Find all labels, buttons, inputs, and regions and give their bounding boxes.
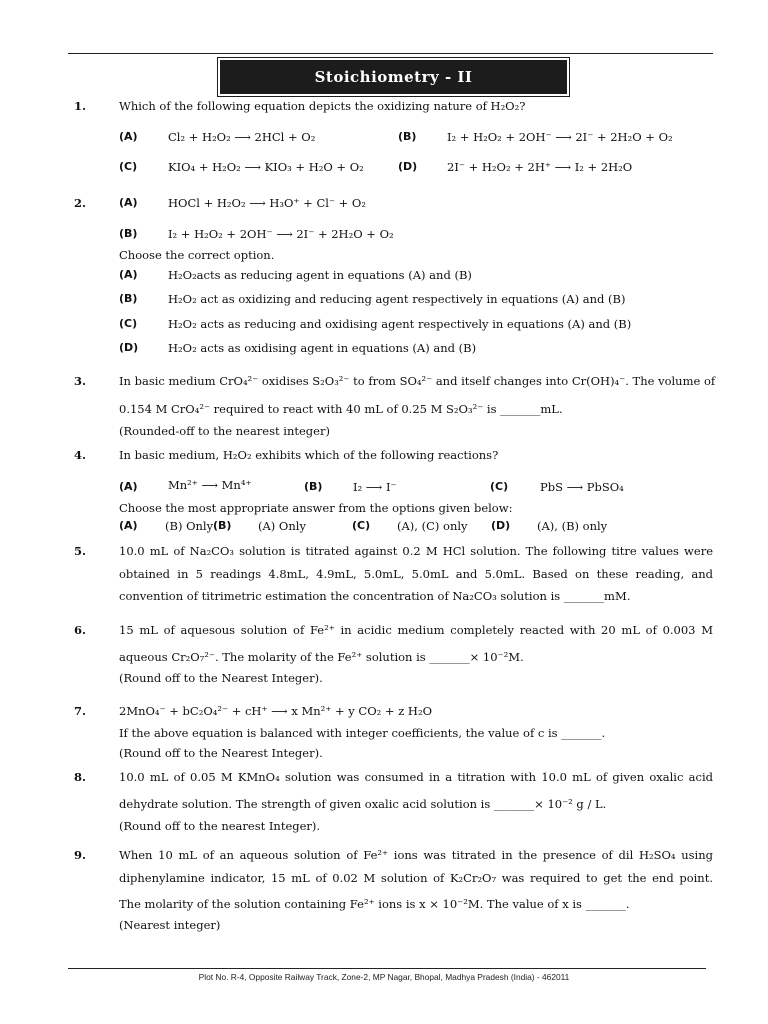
question-number: 3. xyxy=(74,374,87,388)
option-text: (A), (B) only xyxy=(537,519,608,533)
question-text: dehydrate solution. The strength of given oxalic acid solution is _______× 10⁻² g / L. xyxy=(119,797,607,811)
question-text: When 10 mL of an aqueous solution of Fe²⁺ ions was titrated in the presence of dil H₂SO₄ using xyxy=(119,848,713,862)
question-note: (Round off to the Nearest Integer). xyxy=(119,671,323,685)
option-label: (B) xyxy=(213,519,232,532)
header-rule xyxy=(68,53,713,54)
option-text: (A) Only xyxy=(258,519,306,533)
question-text: obtained in 5 readings 4.8mL, 4.9mL, 5.0mL, 5.0mL and 5.0mL. Based on these reading, and xyxy=(119,567,713,581)
option-text: (A), (C) only xyxy=(397,519,468,533)
question-text: aqueous Cr₂O₇²⁻. The molarity of the Fe²⁺ solution is _______× 10⁻²M. xyxy=(119,650,524,664)
option-label: (C) xyxy=(119,317,138,330)
equation-text: 2MnO₄⁻ + bC₂O₄²⁻ + cH⁺ ⟶ x Mn²⁺ + y CO₂ + z H₂O xyxy=(119,704,432,718)
question-prompt: Choose the most appropriate answer from the options given below: xyxy=(119,501,513,515)
option-label: (B) xyxy=(398,130,417,143)
question-prompt: Choose the correct option. xyxy=(119,248,275,262)
option-label: (D) xyxy=(119,341,139,354)
option-label: (C) xyxy=(119,160,138,173)
reaction-text: Mn²⁺ ⟶ Mn⁴⁺ xyxy=(168,478,252,492)
reaction-label: (A) xyxy=(119,480,138,493)
question-note: (Rounded-off to the nearest integer) xyxy=(119,424,330,438)
reaction-label: (B) xyxy=(304,480,323,493)
option-label: (D) xyxy=(398,160,418,173)
option-label: (A) xyxy=(119,130,138,143)
equation-label: (A) xyxy=(119,196,138,209)
question-text: 10.0 mL of Na₂CO₃ solution is titrated against 0.2 M HCl solution. The following titre values were xyxy=(119,544,713,558)
question-text: The molarity of the solution containing Fe²⁺ ions is x × 10⁻²M. The value of x is _______. xyxy=(119,897,630,911)
question-number: 8. xyxy=(74,770,87,784)
option-text: Cl₂ + H₂O₂ ⟶ 2HCl + O₂ xyxy=(168,130,316,144)
question-note: (Nearest integer) xyxy=(119,918,221,932)
option-text: 2I⁻ + H₂O₂ + 2H⁺ ⟶ I₂ + 2H₂O xyxy=(447,160,633,174)
equation-text: HOCl + H₂O₂ ⟶ H₃O⁺ + Cl⁻ + O₂ xyxy=(168,196,366,210)
question-text: 0.154 M CrO₄²⁻ required to react with 40 mL of 0.25 M S₂O₃²⁻ is _______mL. xyxy=(119,402,563,416)
reaction-text: I₂ ⟶ I⁻ xyxy=(353,480,397,494)
question-text: If the above equation is balanced with integer coefficients, the value of c is _______. xyxy=(119,726,606,740)
equation-label: (B) xyxy=(119,227,138,240)
question-number: 6. xyxy=(74,623,87,637)
reaction-label: (C) xyxy=(490,480,509,493)
option-label: (A) xyxy=(119,519,138,532)
option-text: KIO₄ + H₂O₂ ⟶ KIO₃ + H₂O + O₂ xyxy=(168,160,364,174)
option-text: I₂ + H₂O₂ + 2OH⁻ ⟶ 2I⁻ + 2H₂O + O₂ xyxy=(447,130,673,144)
option-label: (C) xyxy=(352,519,371,532)
footer-rule xyxy=(68,968,706,969)
option-label: (A) xyxy=(119,268,138,281)
question-number: 2. xyxy=(74,196,87,210)
option-text: (B) Only xyxy=(165,519,214,533)
question-text: In basic medium CrO₄²⁻ oxidises S₂O₃²⁻ to from SO₄²⁻ and itself changes into Cr(OH)₄⁻. The volume of xyxy=(119,374,716,388)
reaction-text: PbS ⟶ PbSO₄ xyxy=(540,480,624,494)
option-text: H₂O₂ act as oxidizing and reducing agent respectively in equations (A) and (B) xyxy=(168,292,626,306)
option-label: (B) xyxy=(119,292,138,305)
question-number: 7. xyxy=(74,704,87,718)
option-label: (D) xyxy=(491,519,511,532)
option-text: H₂O₂acts as reducing agent in equations (A) and (B) xyxy=(168,268,472,282)
question-text: In basic medium, H₂O₂ exhibits which of the following reactions? xyxy=(119,448,499,462)
equation-text: I₂ + H₂O₂ + 2OH⁻ ⟶ 2I⁻ + 2H₂O + O₂ xyxy=(168,227,394,241)
question-text: 15 mL of aquesous solution of Fe²⁺ in acidic medium completely reacted with 20 mL of 0.003 M xyxy=(119,623,713,637)
footer-address: Plot No. R-4, Opposite Railway Track, Zone-2, MP Nagar, Bhopal, Madhya Pradesh (India) - 462011 xyxy=(198,972,570,982)
question-text: 10.0 mL of 0.05 M KMnO₄ solution was consumed in a titration with 10.0 mL of given oxalic acid xyxy=(119,770,713,784)
question-text: Which of the following equation depicts the oxidizing nature of H₂O₂? xyxy=(119,99,526,113)
question-number: 1. xyxy=(74,99,87,113)
chapter-title: Stoichiometry - II xyxy=(220,60,567,94)
question-text: convention of titrimetric estimation the concentration of Na₂CO₃ solution is _______mM. xyxy=(119,589,631,603)
question-text: diphenylamine indicator, 15 mL of 0.02 M solution of K₂Cr₂O₇ was required to get the end point. xyxy=(119,871,713,885)
question-number: 9. xyxy=(74,848,87,862)
question-number: 5. xyxy=(74,544,87,558)
question-note: (Round off to the nearest Integer). xyxy=(119,819,321,833)
question-number: 4. xyxy=(74,448,87,462)
option-text: H₂O₂ acts as oxidising agent in equations (A) and (B) xyxy=(168,341,477,355)
option-text: H₂O₂ acts as reducing and oxidising agent respectively in equations (A) and (B) xyxy=(168,317,632,331)
question-note: (Round off to the Nearest Integer). xyxy=(119,746,323,760)
